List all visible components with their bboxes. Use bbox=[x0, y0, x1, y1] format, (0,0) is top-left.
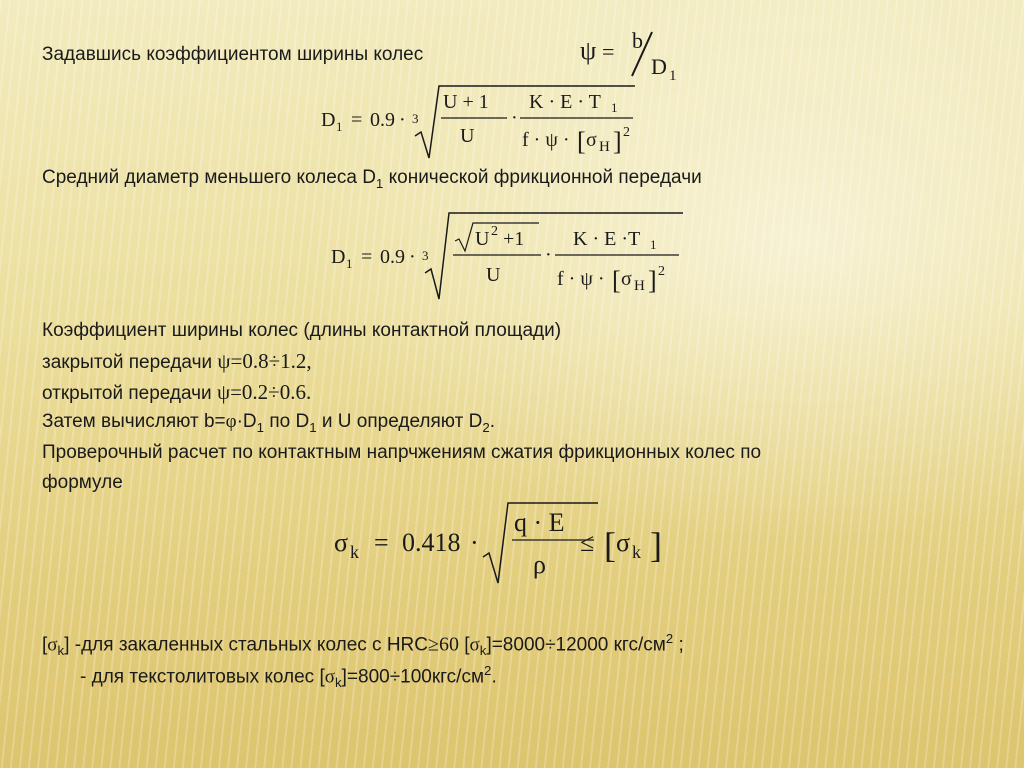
text-line-textolite bbox=[80, 660, 497, 694]
formula2-D: D bbox=[331, 246, 346, 268]
formula-psi-denominator: D bbox=[651, 54, 667, 79]
subscript: 1 bbox=[256, 419, 265, 435]
formula1-den2: f · ψ · bbox=[522, 129, 570, 151]
formula2-den2-sigma: σ bbox=[621, 268, 632, 290]
line-text: [ bbox=[458, 634, 470, 656]
subscript: k bbox=[479, 643, 487, 659]
formula2-dot: · bbox=[409, 246, 416, 268]
line-text: и U определяют D bbox=[316, 411, 483, 432]
formula2-equals: = bbox=[361, 246, 373, 268]
subscript: k bbox=[57, 643, 65, 659]
formula1-den2-H: H bbox=[599, 139, 610, 155]
line-text: ] -для закаленных стальных колес с HRC bbox=[64, 634, 428, 656]
formula2-coef: 0.9 bbox=[380, 246, 405, 268]
formula-diameter-cylindrical bbox=[315, 78, 655, 164]
text-line-hardened-steel bbox=[42, 628, 684, 662]
formula2-num1-plus: +1 bbox=[503, 228, 525, 250]
text-line-width-coefficient bbox=[42, 44, 423, 66]
line-text: Проверочный расчет по контактным напрчжениям сжатия фрикционных колес по bbox=[42, 442, 762, 463]
text-line-then-calculate bbox=[42, 411, 495, 439]
formula2-num2-sub: 1 bbox=[650, 237, 657, 252]
formula1-D: D bbox=[321, 109, 336, 131]
line-text: . bbox=[491, 666, 497, 688]
formula2-dot2: · bbox=[545, 244, 552, 266]
text-line-mean-diameter bbox=[42, 167, 702, 195]
line-text: ]=8000÷12000 кгс/см bbox=[486, 634, 666, 656]
formula1-dot2: · bbox=[511, 107, 518, 129]
line-text: - для текстолитовых колес [ bbox=[80, 666, 325, 688]
formula2-den2-H: H bbox=[634, 278, 645, 294]
line-text: по D bbox=[264, 411, 310, 432]
formula3-k2: k bbox=[632, 542, 641, 562]
formula3-den: ρ bbox=[533, 550, 546, 579]
line-text: Затем вычисляют b= bbox=[42, 411, 226, 432]
text-line-closed-transmission bbox=[42, 350, 312, 374]
sigma-symbol: σ bbox=[47, 634, 58, 656]
subscript: 2 bbox=[482, 419, 490, 435]
formula1-den2-pow: 2 bbox=[623, 125, 630, 140]
formula1-D-sub: 1 bbox=[336, 119, 343, 134]
line-text: ]=800÷100кгс/см bbox=[341, 666, 485, 688]
formula-psi-equals: = bbox=[602, 39, 615, 64]
formula2-den2: f · ψ · bbox=[557, 268, 605, 290]
formula1-dot: · bbox=[399, 109, 406, 131]
sigma-symbol: σ bbox=[324, 666, 335, 688]
formula2-den1: U bbox=[486, 264, 501, 286]
text-line-open-transmission bbox=[42, 381, 311, 405]
formula1-equals: = bbox=[351, 109, 363, 131]
line-text: открытой передачи bbox=[42, 383, 217, 404]
text-line-coefficient-heading bbox=[42, 320, 561, 342]
formula1-bracket-left: [ bbox=[577, 127, 586, 156]
phi-symbol: φ bbox=[225, 411, 237, 432]
line-text: закрытой передачи bbox=[42, 352, 218, 373]
formula1-den1: U bbox=[460, 125, 475, 147]
text-line-formula-word bbox=[42, 472, 123, 494]
line-text: Средний диаметр меньшего колеса D bbox=[42, 167, 376, 188]
formula2-den2-pow: 2 bbox=[658, 264, 665, 279]
formula2-num1-pow: 2 bbox=[491, 224, 498, 239]
formula2-bracket-right: ] bbox=[648, 266, 657, 295]
formula2-root-index: 3 bbox=[422, 248, 429, 263]
formula3-le: ≤ bbox=[580, 528, 595, 557]
formula3-sigma2: σ bbox=[616, 528, 631, 557]
formula3-sigma: σ bbox=[334, 528, 349, 557]
line-text: конической фрикционной передачи bbox=[383, 167, 702, 188]
superscript: 2 bbox=[665, 631, 674, 646]
sigma-symbol: σ bbox=[469, 634, 480, 656]
formula1-root-index: 3 bbox=[412, 111, 419, 126]
formula1-num2: K · E · T bbox=[529, 91, 601, 113]
text-line-verification bbox=[42, 442, 761, 464]
subscript: 1 bbox=[309, 419, 317, 435]
line-math: ψ=0.2÷0.6. bbox=[216, 380, 312, 404]
formula-diameter-conical bbox=[325, 205, 685, 305]
formula2-num2: K · E ·T bbox=[573, 228, 641, 250]
formula2-num1-U: U bbox=[475, 228, 490, 250]
formula2-bracket-left: [ bbox=[612, 266, 621, 295]
formula3-coef: 0.418 bbox=[402, 528, 461, 557]
formula1-den2-sigma: σ bbox=[586, 129, 597, 151]
formula-psi-ratio bbox=[570, 26, 700, 86]
formula-psi-numerator: b bbox=[632, 28, 643, 53]
formula3-equals: = bbox=[374, 528, 389, 557]
subscript: 1 bbox=[375, 175, 384, 191]
formula-psi-denominator-sub: 1 bbox=[669, 68, 677, 84]
formula1-num1: U + 1 bbox=[443, 91, 489, 113]
line-text: Задавшись коэффициентом ширины колес bbox=[42, 44, 424, 65]
formula3-bracket-left: [ bbox=[604, 525, 616, 565]
formula3-k: k bbox=[350, 542, 359, 562]
subscript: k bbox=[335, 675, 342, 691]
formula-contact-stress bbox=[328, 495, 668, 587]
formula2-D-sub: 1 bbox=[346, 256, 353, 271]
formula1-coef: 0.9 bbox=[370, 109, 395, 131]
formula3-num: q · E bbox=[514, 508, 565, 537]
line-text: Коэффициент ширины колес (длины контактной площади) bbox=[42, 320, 562, 341]
line-text: ; bbox=[673, 634, 684, 656]
formula3-dot: · bbox=[470, 528, 479, 557]
line-text: формуле bbox=[42, 472, 123, 493]
line-text: ·D bbox=[236, 411, 257, 432]
line-text: [ bbox=[42, 634, 48, 656]
formula3-bracket-right: ] bbox=[650, 525, 662, 565]
formula1-num2-sub: 1 bbox=[611, 100, 618, 115]
line-text: . bbox=[489, 411, 495, 432]
formula-psi-symbol: ψ bbox=[580, 36, 597, 65]
line-math: ≥60 bbox=[427, 633, 459, 656]
superscript: 2 bbox=[484, 663, 492, 678]
formula1-bracket-right: ] bbox=[613, 127, 622, 156]
line-math: ψ=0.8÷1.2, bbox=[217, 349, 312, 373]
